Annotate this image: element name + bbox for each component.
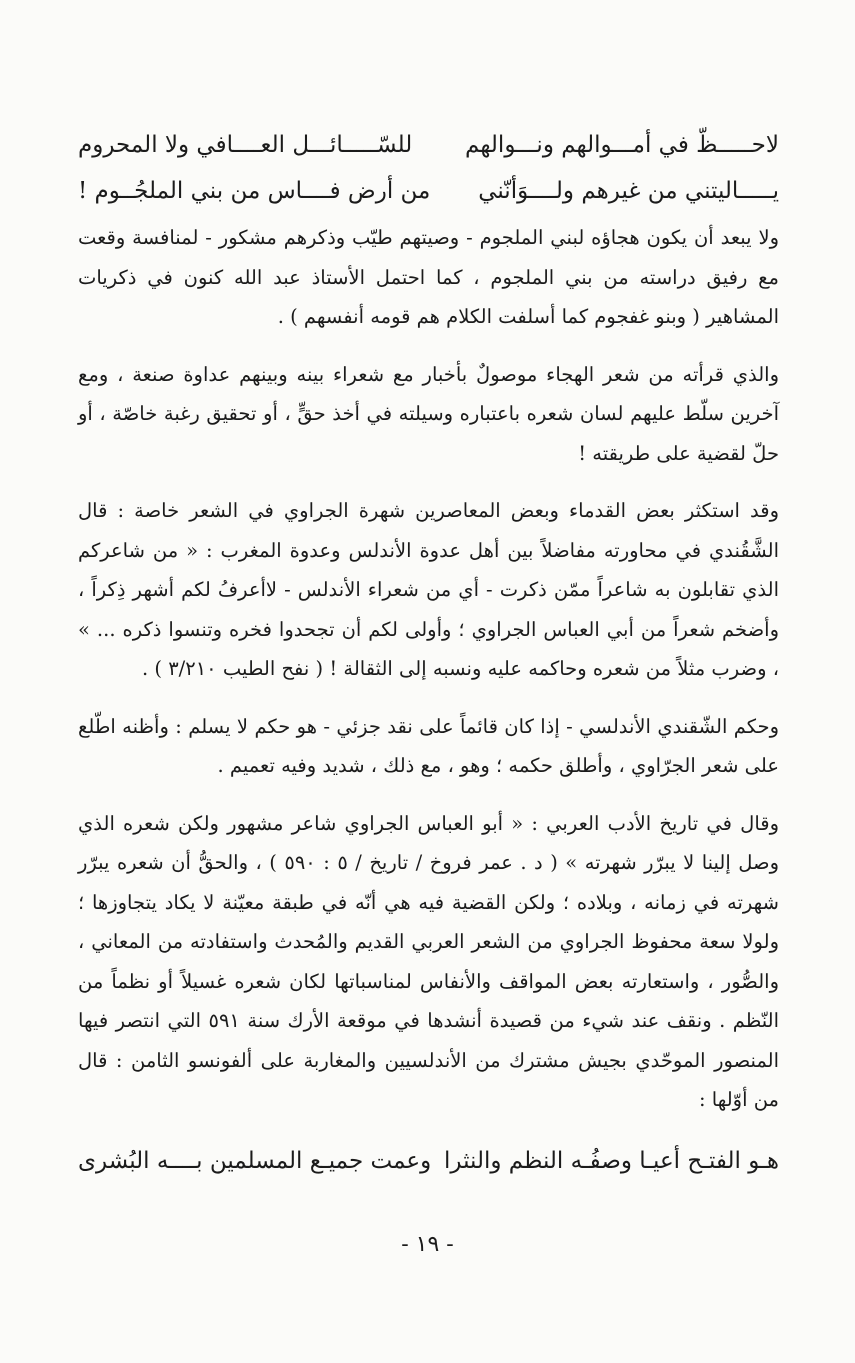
body-paragraph: وقال في تاريخ الأدب العربي : « أبو العباس الجراوي شاعر مشهور ولكن شعره الذي وصل إلينا لا يبرّر شهرته » ( د . عمر فروخ / تاريخ / ٥ : ٥٩٠ ) ، والحقُّ أن شعره يبرّر شهرته في زمانه ، وبلاده ؛ ولكن القضية فيه هي أنّه في طبقة معيّنة لا يكاد يتجاوزها ؛ ولولا سعة محفوظ الجراوي من الشعر العربي القديم والمُحدث واستفادته من المعاني ، والصُّور ، واستعارته بعض المواقف والأنفاس لمناسباتها لكان شعره غسيلاً أو نظماً من النّظم . ونقف عند شيء من قصيدة أنشدها في موقعة الأرك سنة ٥٩١ التي انتصر فيها المنصور الموحّدي بجيش مشترك من الأندلسيين والمغاربة على ألفونسو الثامن : قال من أوّلها :	[78, 811, 780, 1111]
verse-first-hemistich: يـــــاليتني من غيرهم ولــــوَأنّني	[478, 178, 779, 204]
verse-first-hemistich: لاحـــــظّ في أمـــوالهم ونـــوالهم	[465, 132, 779, 158]
page-number: - ١٩ -	[401, 1232, 454, 1257]
body-paragraph: وقد استكثر بعض القدماء وبعض المعاصرين شهرة الجراوي في الشعر خاصة : قال الشَّقُندي في محاورته مفاضلاً بين أهل عدوة الأندلس وعدوة المغرب : « من شاعركم الذي تقابلون به شاعراً ممّن ذكرت - أي من شعراء الأندلس - لاأعرفُ لكم أشهر ذِكراً ، وأضخم شعراً من أبي العباس الجراوي ؛ وأولى لكم أن تجحدوا فخره وتنسوا ذكره ... » ، وضرب مثلاً من شعره وحاكمه عليه ونسبه إلى الثقالة ! ( نفح الطيب ٣/٢١٠ ) .	[78, 499, 779, 680]
verse-second-hemistich: وعمت جميـع المسلمين بــــه البُشرى	[78, 1147, 432, 1174]
poem-verse-bottom	[78, 1138, 779, 1184]
verse-second-hemistich: للسّـــــائـــل العــــافي ولا المحروم	[78, 132, 413, 158]
body-paragraph: ولا يبعد أن يكون هجاؤه لبني الملجوم - وصيتهم طيّب وذكرهم مشكور - لمنافسة وقعت مع رفيق دراسته من بني الملجوم ، كما احتمل الأستاذ عبد الله كنون في ذكريات المشاهير ( وبنو غفجوم كما أسلفت الكلام هم قومه أنفسهم ) .	[78, 226, 779, 328]
body-paragraph: والذي قرأته من شعر الهجاء موصولٌ بأخبار مع شعراء بينه وبينهم عداوة صنعة ، ومع آخرين سلّط عليهم لسان شعره باعتباره وسيلته في أخذ حقٍّ ، أو تحقيق رغبة خاصّة ، أو حلّ لقضية على طريقته !	[78, 362, 779, 465]
body-paragraph: وحكم الشّقندي الأندلسي - إذا كان قائماً على نقد جزئي - هو حكم لا يسلم : وأظنه اطّلع على شعر الجرّاوي ، وأطلق حكمه ؛ وهو ، مع ذلك ، شديد وفيه تعميم .	[78, 714, 779, 777]
poem-verses-top	[78, 122, 779, 214]
verse-first-hemistich: هـو الفتـح أعيـا وصفُـه النظم والنثرا	[444, 1147, 779, 1174]
verse-second-hemistich: من أرض فــــاس من بني الملجُــوم !	[78, 178, 431, 204]
poem-verse	[78, 122, 779, 168]
poem-verse	[78, 168, 779, 214]
